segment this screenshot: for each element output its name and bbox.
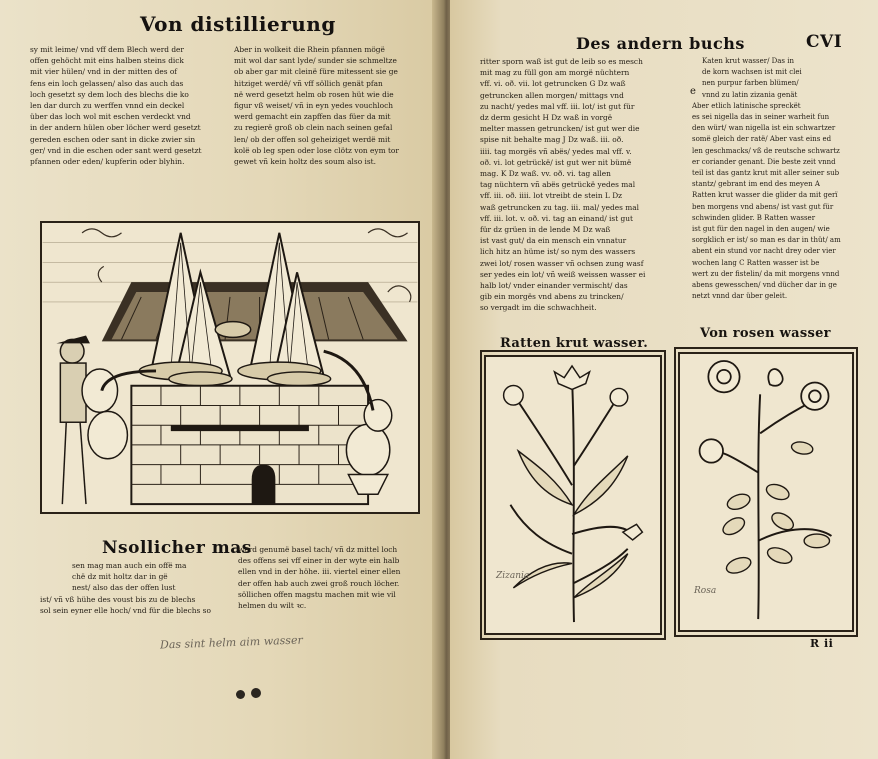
text-line: nen purpur farben blümen/ (702, 79, 799, 88)
text-line: spise nit behalte mag J Dz waß. iii. oð. (480, 135, 624, 145)
text-line: des offens sei vff einer in der wyte ein halb (238, 556, 400, 566)
text-line: abens gewesschen/ vnd dücher dar in ge (692, 281, 837, 290)
text-line: so vergadt im die schwachheit. (480, 303, 597, 313)
left-top-column-1 (30, 44, 226, 167)
text-line: waß getruncken zu tag. iii. mal/ yedes mal (480, 202, 640, 212)
text-line: ritter sporn waß ist gut de leib so es mesch (480, 57, 643, 66)
text-line: zwei lot/ rosen wasser vñ ochsen zung wasf (480, 258, 644, 268)
text-line: kolë ob leg spen oder lose clötz von eym tor (234, 145, 399, 155)
text-line: lich hitz an hüme ist/ so nym des wassers (480, 247, 636, 257)
text-line: në werd gesetzt helm ob rosen hüt wie die (234, 89, 394, 99)
text-line: Aber etlich latinische spreckët (692, 101, 801, 110)
text-line: es sei nigella das in seiner warheit fun (692, 113, 830, 122)
side-mark: e (690, 86, 696, 97)
text-line: oð. vi. lot getrückë/ ist gut wer nit bümë (480, 157, 632, 167)
signature-mark: R ii (810, 637, 834, 650)
text-line: sy mit leime/ vnd vff dem Blech werd der (30, 45, 184, 54)
text-line: vff. iii. oð. iiii. lot vtreibt de stein L Dz (480, 191, 623, 201)
text-line: über das loch wol mit eschen verdeckt vnd (30, 112, 191, 122)
text-line: vff. iii. lot. v. oð. vi. tag an einand/ ist gut (480, 213, 633, 223)
text-line: vnnd zu latin zizania genät (702, 90, 798, 99)
text-line: offen gehöcht mit eins halben steins dick (30, 56, 184, 66)
caption-ratten-krut: Ratten krut wasser. (500, 336, 649, 351)
text-line: Katen krut wasser/ Das in (702, 57, 794, 65)
text-line: ellen vnd in der höhe. iii. viertel einer ellen (238, 567, 401, 577)
text-line: ist gut für den nagel in den augen/ wie (692, 225, 830, 234)
text-line: len/ ob der offen sol geheiziget werdë mit (234, 134, 391, 144)
text-line: ist/ vñ vß hühe des voust bis zu de blechs (40, 594, 196, 604)
text-line: mag. K Dz waß. vv. oð. vi. tag allen (480, 169, 611, 179)
left-bottom-column-1 (40, 560, 232, 616)
text-line: iiii. tag morgës vñ abës/ yedes mal vff. v. (480, 146, 632, 156)
text-line: den würt/ wan nigella ist ein schwartzer (692, 124, 836, 133)
text-line: melter massen getruncken/ ist gut wer die (480, 124, 640, 134)
text-line: gewet vñ kein holtz des soum also ist. (234, 157, 376, 167)
text-line: gereden eschen oder sant in dicke zwier sin (30, 134, 196, 144)
left-top-column-2 (234, 44, 424, 167)
left-bottom-column-2 (238, 544, 428, 611)
text-line: werd genumë basel tach/ vñ dz mittel loch (238, 545, 398, 554)
text-line: vff. vi. oð. vii. lot getruncken G Dz waß (480, 79, 626, 89)
distillation-furnace-woodcut (40, 221, 420, 514)
right-side-column (692, 56, 872, 302)
text-line: sol sein eyner elle hoch/ vnd für die blechs so (40, 605, 211, 615)
text-line: mit wol dar sant lyde/ sunder sie schmeltze (234, 56, 397, 66)
text-line: loch gesetzt sy dem loch des blechs die ko (30, 89, 189, 99)
text-line: tag nüchtern vñ abës getrückë yedes mal (480, 180, 636, 190)
text-line: ben morgens vnd abens/ ist vast gut für (692, 202, 834, 211)
zizania-plate-frame (480, 350, 666, 640)
caption-rosen-wasser: Von rosen wasser (700, 326, 831, 341)
text-line: getruncken allen morgen/ mittags vnd (480, 90, 624, 100)
plant-label-rosa: Rosa (694, 586, 717, 596)
text-line: de korn wachsen ist mit clei (702, 68, 802, 77)
text-line: sorgklich er ist/ so man es dar in thüt/ am (692, 236, 841, 245)
text-line: wochen lang C Ratten wasser ist be (692, 258, 820, 267)
text-line: zu regierë groß ob clein nach seinen gefal (234, 123, 393, 133)
text-line: mit vier hülen/ vnd in der mitten des of (30, 67, 178, 77)
text-line: stantz/ gebrant im end des meyen A (692, 180, 820, 189)
text-line: chë dz mit holtz dar in gë (72, 572, 168, 582)
text-line: nest/ also das der offen lust (72, 583, 176, 593)
text-line: in der andern hülen ober löcher werd gesetzt (30, 123, 201, 133)
text-line: für dz grüen in de lende M Dz waß (480, 225, 611, 235)
right-page (450, 0, 878, 759)
text-line: sen mag man auch ein offë ma (72, 561, 187, 570)
text-line: wert zu der fistelin/ da mit morgens vnnd (692, 269, 840, 278)
text-line: dz derm gesicht H Dz waß in vorgë (480, 113, 613, 123)
text-line: len dar durch zu werffen vnnd ein deckel (30, 101, 185, 111)
plant-label-zizania: Zizania (496, 571, 530, 581)
text-line: Aber in wolkeit die Rhein pfannen mögë (234, 45, 385, 54)
text-line: helmen du wilt ꝛc. (238, 601, 307, 611)
text-line: pfannen oder eden/ kupferin oder blyhin. (30, 157, 185, 167)
folio-number: CVI (806, 32, 843, 52)
text-line: ist vast gut/ da ein mensch ein vnnatur (480, 236, 627, 246)
text-line: len geschmacks/ vß de reutsche schwartz (692, 146, 840, 155)
ink-spot (251, 688, 261, 698)
text-line: mit mag zu füll gon am morgë nüchtern (480, 68, 630, 78)
text-line: halb lot/ vnder einander vermischt/ das (480, 281, 628, 291)
text-line: söllichen offen magstu machen mit wie vil (238, 589, 396, 599)
text-line: ob aber gar mit cleinë füre mitessent sie ge (234, 67, 398, 77)
text-line: abent ein stund vor nacht drey oder vier (692, 247, 836, 256)
initial-heading: Nsollicher mas (102, 538, 252, 558)
text-line: der offen hab auch zwei groß rouch löcher. (238, 578, 400, 588)
text-line: fens ein loch gelassen/ also das auch das (30, 78, 184, 88)
text-line: werd gemacht ein zapffen das füer da mit (234, 112, 391, 122)
text-line: zu nacht/ yedes mal vff. iii. lot/ ist gut für (480, 101, 635, 111)
text-line: ger/ vnd in die eschen oder sant werd gesetzt (30, 145, 202, 155)
furnace-illustration (42, 223, 418, 512)
text-line: teil ist das gantz krut mit aller seiner sub (692, 169, 840, 178)
text-line: Ratten krut wasser die glider da mit gerï (692, 191, 838, 200)
text-line: er coriander genant. Die beste zeit vnnd (692, 157, 836, 166)
text-line: somë gleich der ratë/ Aber vast eins ed (692, 135, 832, 144)
text-line: ser yedes ein lot/ vñ weiß weissen wasser ei (480, 269, 646, 279)
ink-spot (236, 690, 245, 699)
right-main-column (480, 56, 672, 314)
text-line: figur vß weiset/ vñ in eyn yedes vouchloch (234, 101, 394, 111)
right-running-head: Des andern buchs (576, 34, 745, 53)
left-running-head: Von distillierung (140, 12, 336, 36)
text-line: gib ein morgës vnd abens zu trincken/ (480, 292, 624, 302)
text-line: hitziget werdë/ vñ vff söllich genät pfan (234, 78, 383, 88)
text-line: schwinden glider. B Ratten wasser (692, 213, 816, 222)
handwritten-margin-note: Das sint helm aim wasser (159, 633, 303, 652)
rose-plate-frame (674, 347, 858, 637)
text-line: netzt vnnd dar über geleit. (692, 292, 788, 301)
